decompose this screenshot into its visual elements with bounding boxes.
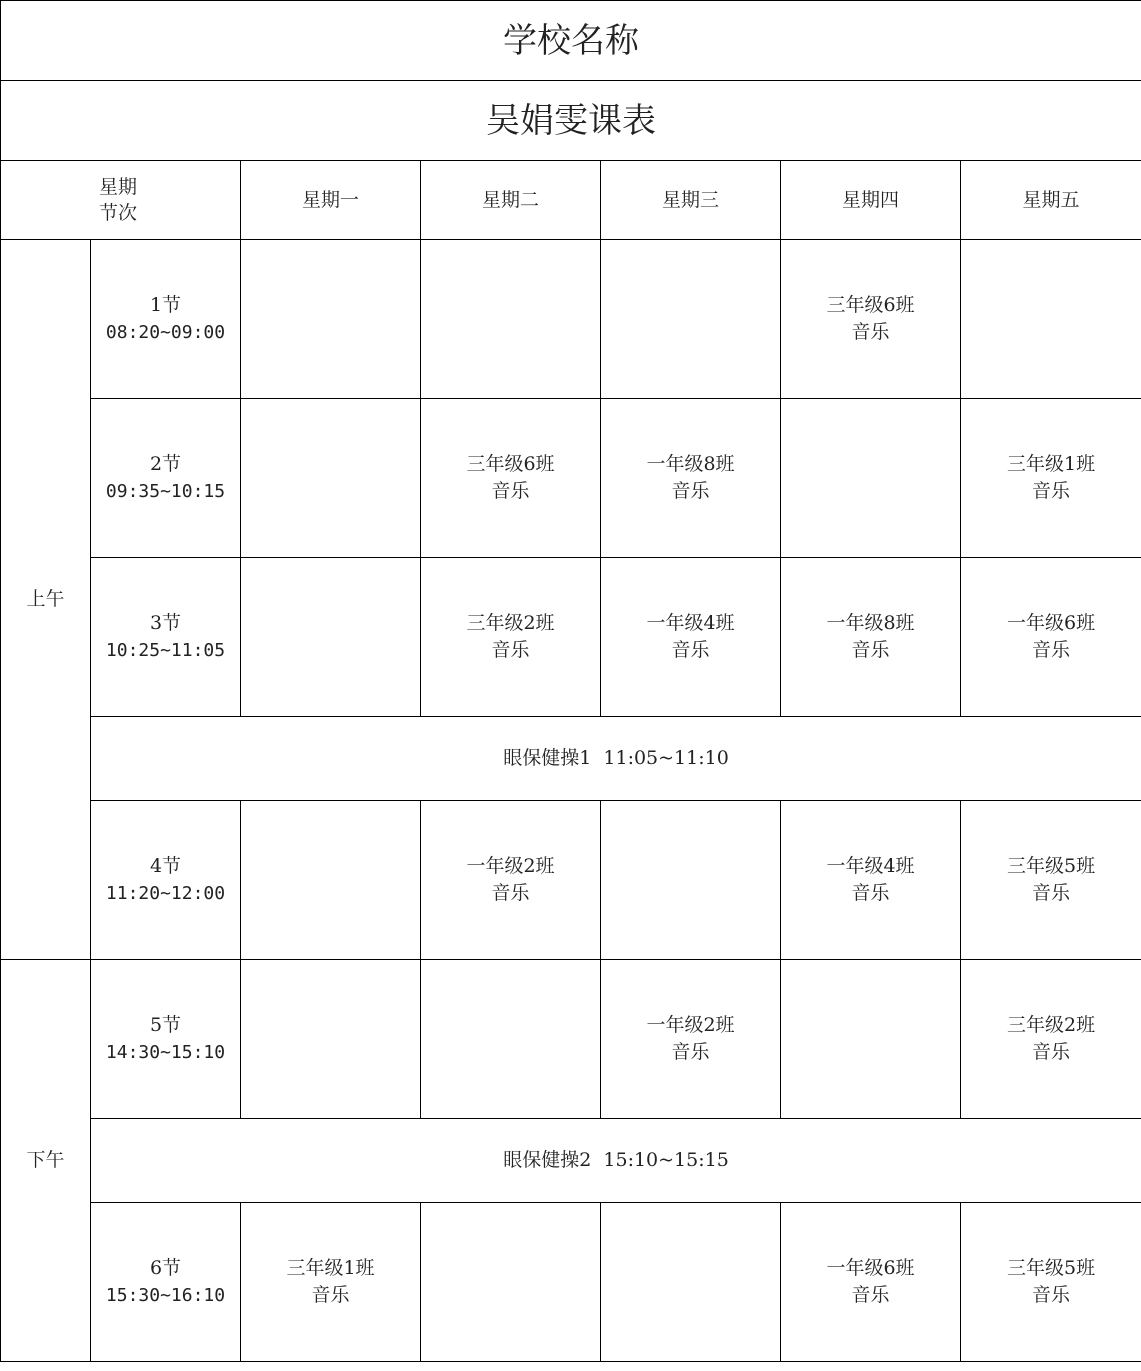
school-name: 学校名称 [1,1,1141,81]
lesson-cell [781,399,961,558]
break-row-2 [1,1119,1141,1203]
period-time: 14:30~15:10 [105,1042,226,1063]
lesson-cell [781,558,961,717]
lesson-cell [421,399,601,558]
lesson-cell [421,240,601,399]
lesson-cell [781,960,961,1119]
period-name: 3节 [149,612,182,634]
corner-weekday-label: 星期 [99,176,138,198]
period-label [91,1203,241,1362]
lesson-cell [961,801,1141,960]
session-morning: 上午 [1,240,91,960]
lesson-cell [241,240,421,399]
period-row-1 [1,240,1141,399]
lesson-subject: 音乐 [491,882,530,904]
lesson-class: 三年级2班 [1006,1014,1096,1036]
lesson-subject: 音乐 [671,639,710,661]
period-row-2 [1,399,1141,558]
lesson-subject: 音乐 [491,480,530,502]
period-name: 2节 [149,453,182,475]
lesson-cell [421,960,601,1119]
lesson-cell [601,801,781,960]
period-time: 11:20~12:00 [105,883,226,904]
lesson-cell [961,1203,1141,1362]
break-row-1 [1,717,1141,801]
lesson-cell [781,801,961,960]
lesson-cell [601,240,781,399]
lesson-cell [241,399,421,558]
lesson-cell [241,801,421,960]
day-header-thu: 星期四 [781,161,961,240]
period-name: 6节 [149,1257,182,1279]
period-row-3 [1,558,1141,717]
period-row-5 [1,960,1141,1119]
lesson-subject: 音乐 [851,639,890,661]
lesson-cell [241,960,421,1119]
lesson-subject: 音乐 [311,1284,350,1306]
lesson-subject: 音乐 [671,1041,710,1063]
lesson-cell [421,558,601,717]
lesson-cell [601,399,781,558]
period-label [91,801,241,960]
period-row-4 [1,801,1141,960]
lesson-subject: 音乐 [1032,480,1071,502]
lesson-class: 一年级6班 [826,1257,915,1279]
lesson-cell [421,801,601,960]
period-time: 08:20~09:00 [105,322,226,343]
lesson-cell [781,1203,961,1362]
day-header-fri: 星期五 [961,161,1141,240]
lesson-cell [601,1203,781,1362]
lesson-class: 三年级6班 [826,294,915,316]
lesson-cell [421,1203,601,1362]
period-name: 5节 [149,1014,182,1036]
period-name: 4节 [149,855,182,877]
timetable-title: 吴娟雯课表 [1,81,1141,161]
period-time: 10:25~11:05 [105,640,226,661]
day-header-wed: 星期三 [601,161,781,240]
period-row-6 [1,1203,1141,1362]
lesson-class: 三年级1班 [286,1257,375,1279]
lesson-cell [961,558,1141,717]
session-afternoon: 下午 [1,960,91,1362]
lesson-subject: 音乐 [491,639,530,661]
period-time: 15:30~16:10 [105,1285,226,1306]
corner-period-label: 节次 [99,202,138,224]
period-label [91,960,241,1119]
lesson-cell [781,240,961,399]
lesson-class: 三年级6班 [466,453,555,475]
lesson-class: 一年级8班 [646,453,735,475]
lesson-cell [961,399,1141,558]
lesson-cell [241,558,421,717]
lesson-subject: 音乐 [851,1284,890,1306]
lesson-class: 一年级6班 [1006,612,1096,634]
period-time: 09:35~10:15 [105,481,226,502]
lesson-cell [961,240,1141,399]
lesson-subject: 音乐 [1032,639,1071,661]
lesson-class: 三年级5班 [1006,1257,1096,1279]
lesson-class: 三年级5班 [1006,855,1096,877]
lesson-class: 三年级1班 [1006,453,1096,475]
lesson-subject: 音乐 [1032,1284,1071,1306]
lesson-cell [601,558,781,717]
lesson-class: 一年级8班 [826,612,915,634]
lesson-class: 一年级2班 [466,855,555,877]
lesson-class: 三年级2班 [466,612,555,634]
lesson-cell [961,960,1141,1119]
lesson-subject: 音乐 [851,321,890,343]
eye-exercise-break-2: 眼保健操2 15:10~15:15 [91,1119,1141,1203]
corner-header [1,161,241,240]
period-name: 1节 [149,294,182,316]
day-header-mon: 星期一 [241,161,421,240]
eye-exercise-break-1: 眼保健操1 11:05~11:10 [91,717,1141,801]
day-header-tue: 星期二 [421,161,601,240]
period-label [91,399,241,558]
lesson-class: 一年级4班 [646,612,735,634]
lesson-subject: 音乐 [1032,1041,1071,1063]
lesson-subject: 音乐 [851,882,890,904]
lesson-class: 一年级2班 [646,1014,735,1036]
period-label [91,240,241,399]
lesson-cell [241,1203,421,1362]
lesson-subject: 音乐 [1032,882,1071,904]
lesson-subject: 音乐 [671,480,710,502]
lesson-cell [601,960,781,1119]
period-label [91,558,241,717]
lesson-class: 一年级4班 [826,855,915,877]
